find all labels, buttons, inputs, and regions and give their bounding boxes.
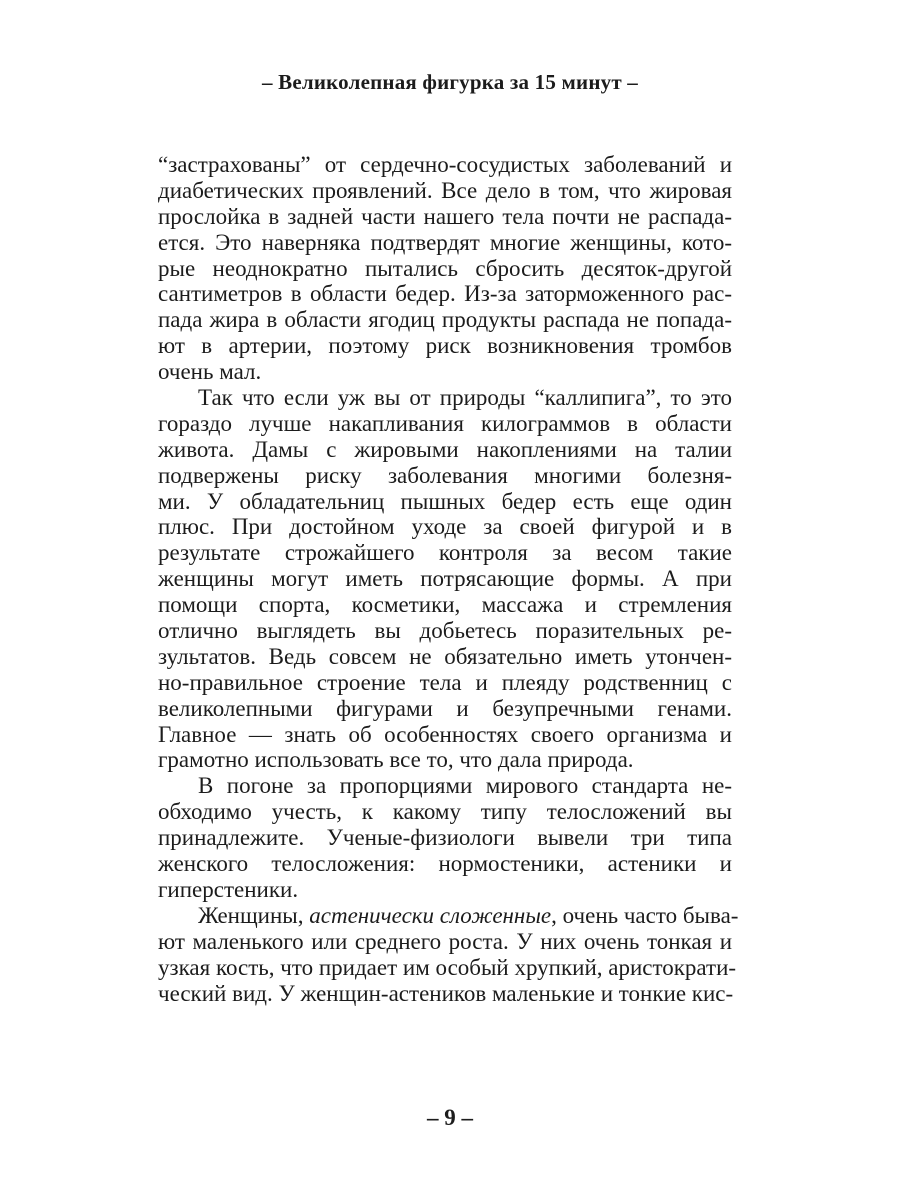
text-line: подвержены риску заболевания многими болезня- <box>158 462 732 488</box>
text-line: великолепными фигурами и безупречными генами. <box>158 695 732 721</box>
text-line: диабетических проявлений. Все дело в том, что жировая <box>158 177 732 203</box>
italic-term: астенически сложенные <box>309 902 552 928</box>
text-line: принадлежите. Ученые-физиологи вывели три типа <box>158 825 732 851</box>
text-line: женщины могут иметь потрясающие формы. А при <box>158 566 732 592</box>
text-line: ми. У обладательниц пышных бедер есть еще один <box>158 488 732 514</box>
line-lead: Женщины, <box>198 902 310 928</box>
text-line: пада жира в области ягодиц продукты распада не попада- <box>158 307 732 333</box>
text-line: гораздо лучше накапливания килограммов в области <box>158 410 732 436</box>
text-line: гиперстеники. <box>158 876 299 902</box>
text-line: помощи спорта, косметики, массажа и стремления <box>158 592 732 618</box>
text-line: сантиметров в области бедер. Из-за заторможенного рас- <box>158 281 732 307</box>
text-line: Главное — знать об особенностях своего организма и <box>158 721 732 747</box>
page-number: – 9 – <box>427 1105 473 1130</box>
text-line: прослойка в задней части нашего тела почти не распада- <box>158 203 732 229</box>
text-line: узкая кость, что придает им особый хрупкий, аристократи- <box>158 954 737 980</box>
paragraph-first-line: Так что если уж вы от природы “каллипига”, то это <box>198 385 732 411</box>
paragraph-first-line <box>158 902 739 929</box>
text-line: грамотно использовать все то, что дала природа. <box>158 747 634 773</box>
paragraph-first-line: В погоне за пропорциями мирового стандарта не- <box>198 773 732 799</box>
text-line: обходимо учесть, к какому типу телосложений вы <box>158 799 732 825</box>
text-line: плюс. При достойном уходе за своей фигурой и в <box>158 514 732 540</box>
text-line: отлично выглядеть вы добьетесь поразительных ре- <box>158 618 732 644</box>
body-text <box>158 152 739 1006</box>
running-head: – Великолепная фигурка за 15 минут – <box>261 70 638 94</box>
text-line: очень мал. <box>158 359 262 385</box>
line-tail: очень часто быва- <box>562 902 739 928</box>
text-line: ют маленького или среднего роста. У них очень тонкая и <box>158 928 732 954</box>
text-line: ческий вид. У женщин-астеников маленькие и тонкие кис- <box>158 980 734 1006</box>
text-line: “застрахованы” от сердечно-сосудистых заболеваний и <box>158 152 732 177</box>
line-comma: , <box>551 902 563 928</box>
text-line: рые неоднократно пытались сбросить десяток-другой <box>158 255 732 281</box>
text-line: ется. Это наверняка подтвердят многие женщины, кото- <box>158 229 732 255</box>
text-line: зультатов. Ведь совсем не обязательно иметь утончен- <box>158 643 732 669</box>
text-line: результате строжайшего контроля за весом такие <box>158 540 732 566</box>
text-line: ют в артерии, поэтому риск возникновения тромбов <box>158 333 732 359</box>
text-line: живота. Дамы с жировыми накоплениями на талии <box>158 436 732 462</box>
text-line: но-правильное строение тела и плеяду родственниц с <box>158 669 732 695</box>
text-line: женского телосложения: нормостеники, астеники и <box>158 851 732 877</box>
